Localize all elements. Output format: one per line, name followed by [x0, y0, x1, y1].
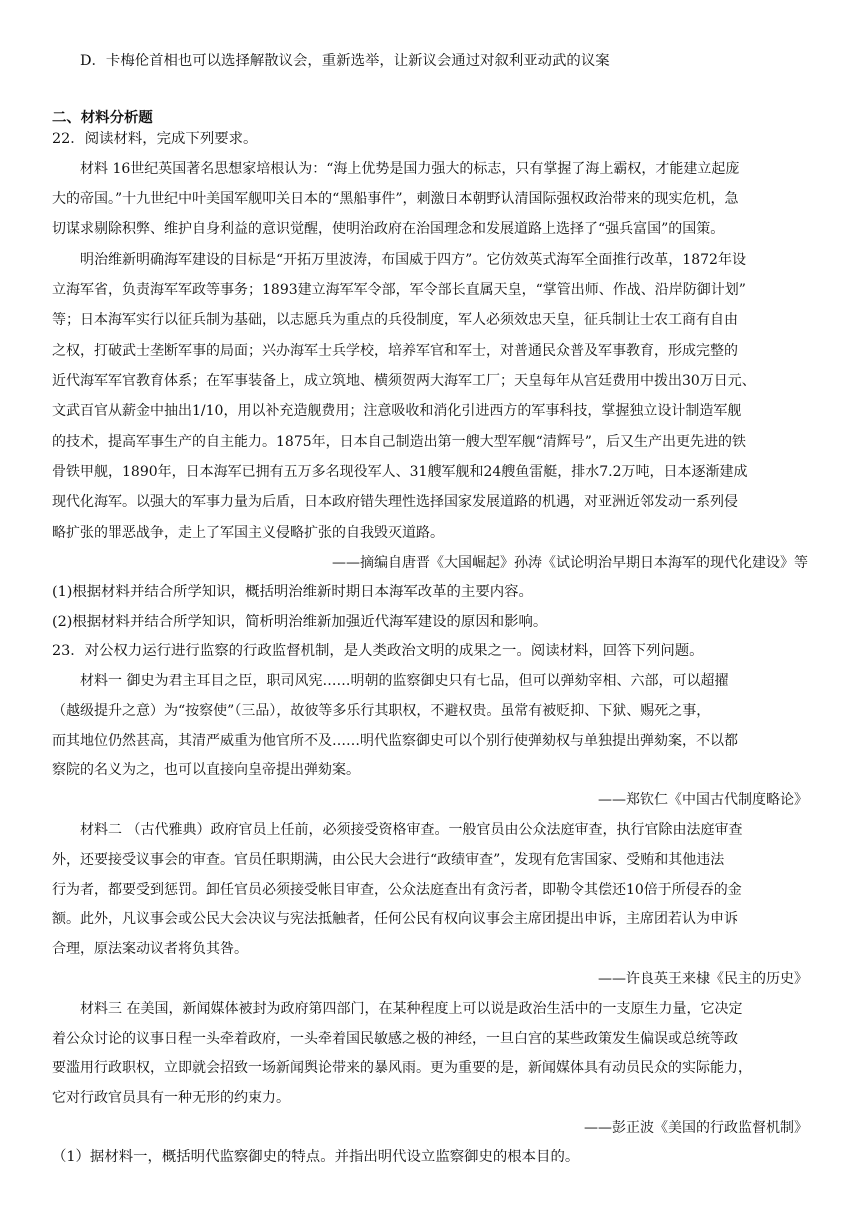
text-line: 大的帝国。”十九世纪中叶美国军舰叩关日本的“黑船事件”，刺激日本朝野认清国际强权政治带来的现实危机，急 — [52, 191, 739, 207]
text-line: 等；日本海军实行以征兵制为基础，以志愿兵为重点的兵役制度，军人必须效忠天皇，征兵制让士农工商有自由 — [52, 312, 738, 328]
text-line: 合理，原法案动议者将负其咎。 — [52, 941, 248, 957]
text-line: 着公众讨论的议事日程一头牵着政府，一头牵着国民敏感之极的神经，一旦白宫的某些政策发生偏误或总统等政 — [52, 1031, 738, 1047]
source-citation: ——许良英王来棣《民主的历史》 — [598, 971, 808, 987]
text-line: （越级提升之意）为“按察使”（三品），故彼等多乐行其职权，不避权贵。虽常有被贬抑、下狱、赐死之事， — [52, 703, 711, 719]
text-line: 之权，打破武士垄断军事的局面；兴办海军士兵学校，培养军官和军士，对普通民众普及军事教育，形成完整的 — [52, 343, 738, 359]
text-line: 切谋求剔除积弊、维护自身利益的意识觉醒，使明治政府在治国理念和发展道路上选择了“强兵富国”的国策。 — [52, 221, 725, 237]
text-line: 它对行政官员具有一种无形的约束力。 — [52, 1090, 290, 1106]
text-line: 23．对公权力运行进行监察的行政监督机制，是人类政治文明的成果之一。阅读材料，回答下列问题。 — [52, 643, 704, 659]
text-line: 略扩张的罪恶战争，走上了军国主义侵略扩张的自我毁灭道路。 — [52, 525, 444, 541]
text-line: (2)根据材料并结合所学知识，简析明治维新加强近代海军建设的原因和影响。 — [52, 614, 548, 630]
text-line: 行为者，都要受到惩罚。卸任官员必须接受帐目审查，公众法庭查出有贪污者，即勒令其偿还10倍于所侵吞的金 — [52, 882, 742, 898]
text-line: 立海军省，负责海军军政等事务；1893建立海军军令部，军令部长直属天皇，“掌管出师、作战、沿岸防御计划” — [52, 282, 746, 298]
text-line: 22．阅读材料，完成下列要求。 — [52, 131, 258, 147]
text-line: 材料二 （古代雅典）政府官员上任前，必须接受资格审查。一般官员由公众法庭审查，执行官除由法庭审查 — [80, 822, 743, 838]
text-line: 材料 16世纪英国著名思想家培根认为：“海上优势是国力强大的标志，只有掌握了海上霸权，才能建立起庞 — [80, 161, 740, 177]
text-line: 额。此外，凡议事会或公民大会决议与宪法抵触者，任何公民有权向议事会主席团提出申诉，主席团若认为申诉 — [52, 911, 738, 927]
text-line: D．卡梅伦首相也可以选择解散议会，重新选举，让新议会通过对叙利亚动武的议案 — [80, 53, 610, 69]
text-line: 近代海军军官教育体系；在军事装备上，成立筑地、横须贺两大海军工厂；天皇每年从宫廷费用中拨出30万日元、 — [52, 373, 756, 389]
text-line: 要滥用行政职权，立即就会招致一场新闻舆论带来的暴风雨。更为重要的是，新闻媒体具有动员民众的实际能力， — [52, 1060, 752, 1076]
text-line: 材料一 御史为君主耳目之臣，职司风宪……明朝的监察御史只有七品，但可以弹劾宰相、六部，可以超擢 — [80, 673, 729, 689]
text-line: 二、材料分析题 — [52, 109, 153, 126]
text-line: 文武百官从薪金中抽出1/10，用以补充造舰费用；注意吸收和消化引进西方的军事科技，掌握独立设计制造军舰 — [52, 403, 742, 419]
text-line: 明治维新明确海军建设的目标是“开拓万里波涛，布国威于四方”。它仿效英式海军全面推行改革，1872年设 — [80, 252, 746, 268]
source-citation: ——彭正波《美国的行政监督机制》 — [584, 1120, 808, 1136]
source-citation: ——摘编自唐晋《大国崛起》孙涛《试论明治早期日本海军的现代化建设》等 — [332, 555, 808, 571]
text-line: 骨铁甲舰，1890年，日本海军已拥有五万多名现役军人、31艘军舰和24艘鱼雷艇，排水7.2万吨，日本逐渐建成 — [52, 464, 748, 480]
text-line: 而其地位仍然甚高，其清严威重为他官所不及……明代监察御史可以个别行使弹劾权与单独提出弹劾案，不以都 — [52, 733, 738, 749]
text-line: 材料三 在美国，新闻媒体被封为政府第四部门，在某种程度上可以说是政治生活中的一支原生力量，它决定 — [80, 1001, 743, 1017]
source-citation: ——郑钦仁《中国古代制度略论》 — [598, 792, 808, 808]
text-line: （1）据材料一，概括明代监察御史的特点。并指出明代设立监察御史的根本目的。 — [52, 1149, 580, 1165]
text-line: 的技术，提高军事生产的自主能力。1875年，日本自己制造出第一艘大型军舰“清辉号”，后又生产出更先进的铁 — [52, 434, 746, 450]
text-line: 现代化海军。以强大的军事力量为后盾，日本政府错失理性选择国家发展道路的机遇，对亚洲近邻发动一系列侵 — [52, 494, 738, 510]
text-line: 察院的名义为之，也可以直接向皇帝提出弹劾案。 — [52, 762, 360, 778]
text-line: 外，还要接受议事会的审查。官员任职期满，由公民大会进行“政绩审查”，发现有危害国家、受贿和其他违法 — [52, 852, 725, 868]
text-line: (1)根据材料并结合所学知识，概括明治维新时期日本海军改革的主要内容。 — [52, 584, 533, 600]
